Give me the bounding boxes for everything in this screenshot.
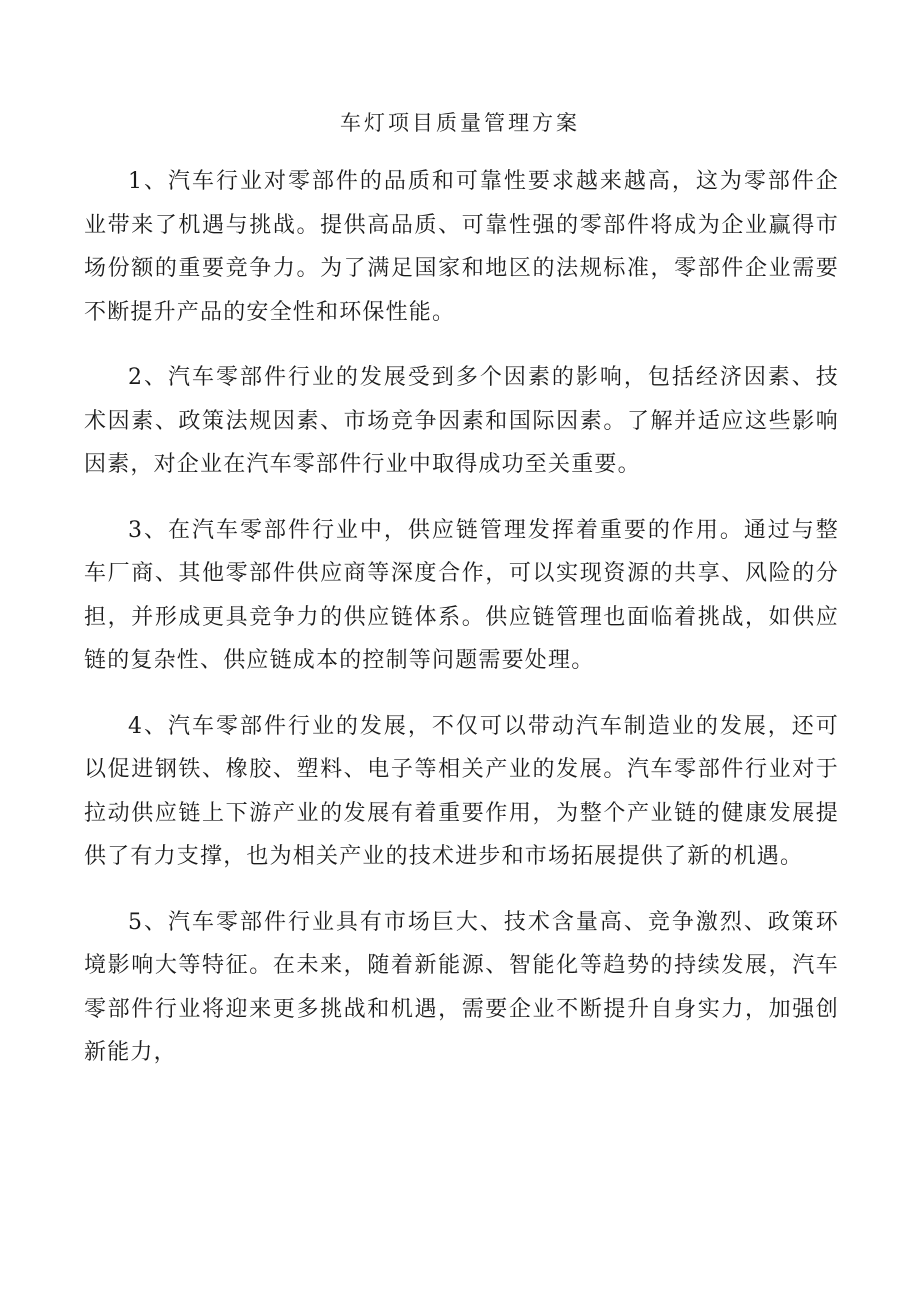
paragraph-1: 1、汽车行业对零部件的品质和可靠性要求越来越高，这为零部件企业带来了机遇与挑战。提供高品质、可靠性强的零部件将成为企业赢得市场份额的重要竞争力。为了满足国家和地区的法规标准，零部件企业需要不断提升产品的安全性和环保性能。 [84,169,839,325]
paragraph-3: 3、在汽车零部件行业中，供应链管理发挥着重要的作用。通过与整车厂商、其他零部件供应商等深度合作，可以实现资源的共享、风险的分担，并形成更具竞争力的供应链体系。供应链管理也面临着挑战，如供应链的复杂性、供应链成本的控制等问题需要处理。 [84,517,839,673]
paragraph-5: 5、汽车零部件行业具有市场巨大、技术含量高、竞争激烈、政策环境影响大等特征。在未来，随着新能源、智能化等趋势的持续发展，汽车零部件行业将迎来更多挑战和机遇，需要企业不断提升自身实力，加强创新能力， [84,909,839,1065]
paragraph-4: 4、汽车零部件行业的发展，不仅可以带动汽车制造业的发展，还可以促进钢铁、橡胶、塑料、电子等相关产业的发展。汽车零部件行业对于拉动供应链上下游产业的发展有着重要作用，为整个产业链的健康发展提供了有力支撑，也为相关产业的技术进步和市场拓展提供了新的机遇。 [84,713,839,869]
document-title: 车灯项目质量管理方案 [340,111,580,135]
document-body [84,160,839,1097]
paragraph-2: 2、汽车零部件行业的发展受到多个因素的影响，包括经济因素、技术因素、政策法规因素、市场竞争因素和国际因素。了解并适应这些影响因素，对企业在汽车零部件行业中取得成功至关重要。 [84,365,839,477]
